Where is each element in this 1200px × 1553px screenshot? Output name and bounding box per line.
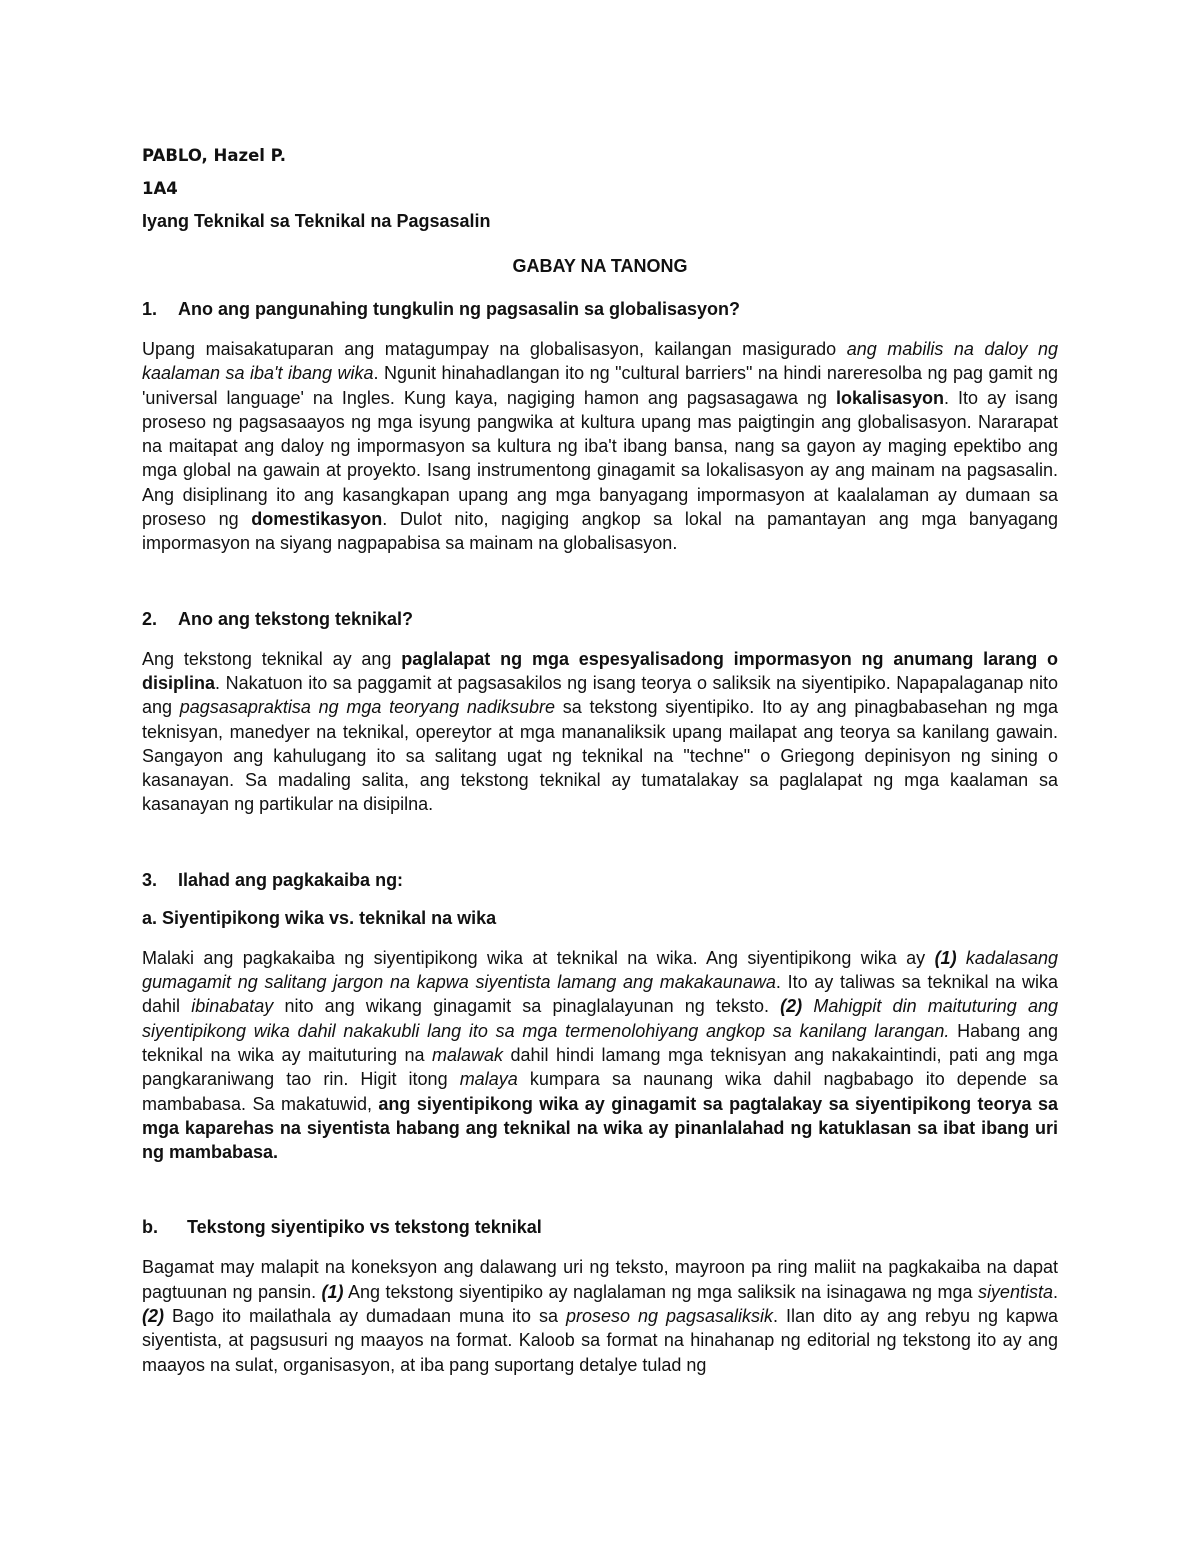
answer-3a (142, 946, 1058, 1165)
answer-3a-italic: malaya (459, 1069, 518, 1090)
answer-2-text: sa tekstong siyentipiko. Ito ay ang pinagbabasehan ng mga teknisyan, manedyer na teknikal, opereytor at mga mananaliksik upang mailapat ang teorya sa kanilang gawain. Sangayon ang kahulugang ito sa salitang ugat ng teknikal na "techne" o Griegong depinisyon ng sining o kasanayan. Sa madaling salita, ang tekstong teknikal ay tumatalakay sa paglalapat ng mga kaalaman sa kasanayan ng partikular na disipilna. (142, 697, 1058, 815)
question-2 (142, 609, 1058, 630)
answer-3a-bold: ang siyentipikong wika ay ginagamit sa pagtalakay sa siyentipikong teorya sa mga kaparehas na siyentista habang ang teknikal na wika ay pinanlalahad ng katuklasan sa ibat ibang uri ng mambabasa. (142, 1093, 1058, 1163)
question-3-number: 3. (142, 869, 158, 890)
answer-3b-italic: proseso ng pagsasaliksik (565, 1306, 774, 1327)
answer-1-text: . Ngunit hinahadlangan ito ng "cultural barriers" na hindi nareresolba ng pag gamit ng 'universal language' na Ingles. Kung kaya, nagiging hamon ang pagsasagawa ng (142, 363, 1059, 408)
answer-3a-italic: ibinabatay (191, 996, 274, 1017)
subsection-b-number: b. (142, 1217, 158, 1238)
subsection-a-title: a. Siyentipikong wika vs. teknikal na wika (142, 907, 497, 928)
answer-1-text: . Ito ay isang proseso ng pagsasaayos ng mga isyung pangwika at kultura upang mas paigtingin ang globalisasyon. Nararapat na maitapat ang daloy ng impormasyon sa kultura ng iba't ibang bansa, nang sa gayon ay maging epektibo ang mga global na gawain at proyekto. Isang instrumentong ginagamit sa lokalisasyon ay ang mainam na pagsasalin. Ang disiplinang ito ang kasangkapan upang ang mga banyagang impormasyon at kaalalaman ay dumaan sa proseso ng (142, 387, 1058, 530)
question-3 (142, 870, 1058, 891)
answer-3b-text: Ang tekstong siyentipiko ay naglalaman ng mga saliksik na isinagawa ng mga (343, 1281, 978, 1302)
author-name: PABLO, Hazel P. (142, 146, 286, 165)
answer-3a-text: dahil hindi lamang mga teknisyan ang nakakaintindi, pati ang mga pangkaraniwang tao rin. Higit itong (142, 1044, 1058, 1090)
section-code: 1A4 (142, 179, 178, 198)
answer-1-italic: ang mabilis na daloy ng kaalaman sa iba't ibang wika (142, 339, 1059, 384)
answer-3b-text: . (1052, 1281, 1058, 1302)
answer-2-bold: paglalapat ng mga espesyalisadong impormasyon ng anumang larang o disiplina (142, 648, 1059, 693)
answer-3a-text: Habang ang teknikal na wika ay maituturing na (142, 1020, 1058, 1065)
subsection-b-text: Tekstong siyentipiko vs tekstong teknikal (187, 1217, 542, 1238)
answer-1-text: . Dulot nito, nagiging angkop sa lokal na pamantayan ang mga banyagang impormasyon na siyang nagpapabisa sa mainam na globalisasyon. (142, 509, 1058, 554)
answer-3b-text: . Ilan dito ay ang rebyu ng kapwa siyentista, at pagsusuri ng maayos na format. Kaloob sa format na hinahanap ng editorial ng tekstong ito ay ang maayos na sulat, organisasyon, at iba pang suportang detalye tulad ng (142, 1306, 1058, 1375)
answer-3a-text: Malaki ang pagkakaiba ng siyentipikong wika at teknikal na wika. Ang siyentipikong wika ay (142, 947, 935, 968)
question-1-text: Ano ang pangunahing tungkulin ng pagsasalin sa globalisasyon? (178, 299, 741, 319)
answer-3a-text: nito ang wikang ginagamit sa pinaglalayunan ng teksto. (273, 996, 781, 1017)
answer-3a-italic: malawak (431, 1044, 503, 1065)
answer-3a-text: . Ito ay taliwas sa teknikal na wika dahil (142, 972, 1058, 1017)
question-2-text: Ano ang tekstong teknikal? (178, 608, 414, 629)
answer-3b-italic: siyentista (977, 1281, 1053, 1302)
answer-3b (142, 1255, 1058, 1376)
subsection-b-title (142, 1217, 1058, 1238)
answer-3b-text: Bago ito mailathala ay dumadaan muna ito sa (164, 1306, 566, 1327)
answer-3a-marker: (2) (780, 996, 803, 1017)
answer-1-bold: lokalisasyon (835, 387, 945, 408)
question-3-text: Ilahad ang pagkakaiba ng: (178, 869, 404, 890)
course-title: Iyang Teknikal sa Teknikal na Pagsasalin (142, 211, 491, 231)
answer-3b-text: Bagamat may malapit na koneksyon ang dalawang uri ng teksto, mayroon pa ring maliit na pagkakaiba na dapat pagtuunan ng pansin. (142, 1257, 1058, 1302)
answer-3a-italic: Mahigpit din maituturing ang siyentipikong wika dahil nakakubli lang ito sa mga termenolohiyang angkop sa kanilang larangan. (142, 996, 1059, 1041)
answer-1-text: Upang maisakatuparan ang matagumpay na globalisasyon, kailangan masigurado (142, 339, 847, 359)
answer-3a-italic: kadalasang gumagamit ng salitang jargon na kapwa siyentista lamang ang makakaunawa (142, 947, 1059, 993)
answer-1 (142, 337, 1058, 556)
answer-3b-marker: (2) (142, 1306, 164, 1327)
answer-3b-marker: (1) (321, 1281, 344, 1302)
question-1-number: 1. (142, 299, 158, 319)
answer-2 (142, 647, 1058, 817)
answer-2-text: . Nakatuon ito sa paggamit at pagsasakilos ng isang teorya o saliksik na siyentipiko. Napapalaganap nito ang (142, 672, 1058, 718)
question-2-number: 2. (142, 608, 158, 629)
answer-3a-marker: (1) (934, 947, 957, 968)
page-title: GABAY NA TANONG (512, 256, 688, 276)
answer-3a-text: kumpara sa naunang wika dahil nagbabago ito depende sa mambabasa. Sa makatuwid, (142, 1069, 1058, 1114)
answer-2-italic: pagsasapraktisa ng mga teoryang nadiksubre (179, 697, 555, 718)
answer-1-bold: domestikasyon (251, 509, 383, 530)
question-1 (142, 299, 1058, 320)
answer-2-text: Ang tekstong teknikal ay ang (142, 648, 402, 669)
